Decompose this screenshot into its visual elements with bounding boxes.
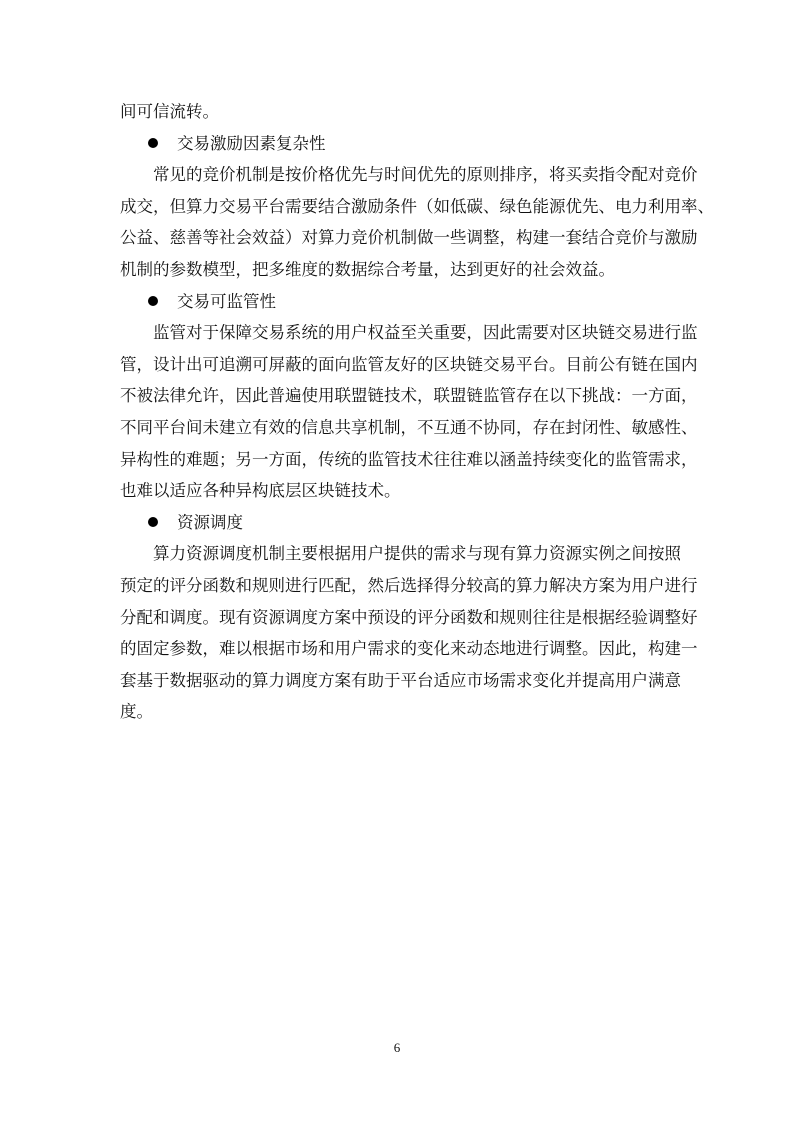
bullet-heading-scheduling — [120, 507, 676, 539]
paragraph-line: 成交，但算力交易平台需要结合激励条件（如低碳、绿色能源优先、电力利用率、 — [120, 196, 714, 216]
paragraph-line: 不同平台间未建立有效的信息共享机制，不互通不协同，存在封闭性、敏感性、 — [120, 417, 698, 437]
bullet-icon — [148, 138, 158, 148]
paragraph-line: 监管对于保障交易系统的用户权益至关重要，因此需要对区块链交易进行监 — [153, 323, 698, 343]
bullet-icon — [148, 296, 158, 306]
heading-text: 资源调度 — [177, 512, 243, 532]
paragraph-line: 预定的评分函数和规则进行匹配，然后选择得分较高的算力解决方案为用户进行 — [120, 575, 698, 595]
heading-text: 交易可监管性 — [177, 291, 276, 311]
paragraph-line: 公益、慈善等社会效益）对算力竞价机制做一些调整，构建一套结合竞价与激励 — [120, 228, 698, 248]
paragraph-line: 算力资源调度机制主要根据用户提供的需求与现有算力资源实例之间按照 — [153, 544, 681, 564]
page-number: 6 — [393, 1040, 401, 1055]
paragraph-line: 分配和调度。现有资源调度方案中预设的评分函数和规则往往是根据经验调整好 — [120, 607, 698, 627]
continuation-line: 间可信流转。 — [120, 102, 219, 121]
paragraph-line: 机制的参数模型，把多维度的数据综合考量，达到更好的社会效益。 — [120, 259, 615, 279]
paragraph-line: 管，设计出可追溯可屏蔽的面向监管友好的区块链交易平台。目前公有链在国内 — [120, 354, 698, 374]
paragraph-line: 常见的竞价机制是按价格优先与时间优先的原则排序，将买卖指令配对竞价 — [153, 165, 698, 185]
paragraph-line: 不被法律允许，因此普遍使用联盟链技术，联盟链监管存在以下挑战：一方面， — [120, 386, 698, 406]
heading-text: 交易激励因素复杂性 — [177, 133, 326, 153]
paragraph-line: 度。 — [120, 702, 153, 722]
document-body — [120, 96, 714, 728]
paragraph-line: 也难以适应各种异构底层区块链技术。 — [120, 481, 401, 501]
bullet-heading-incentive — [120, 128, 676, 160]
paragraph-line: 套基于数据驱动的算力调度方案有助于平台适应市场需求变化并提高用户满意 — [120, 670, 681, 690]
bullet-heading-regulation — [120, 286, 676, 318]
paragraph-line: 的固定参数，难以根据市场和用户需求的变化来动态地进行调整。因此，构建一 — [120, 639, 698, 659]
paragraph-line: 异构性的难题；另一方面，传统的监管技术往往难以涵盖持续变化的监管需求， — [120, 449, 698, 469]
bullet-icon — [148, 517, 158, 527]
